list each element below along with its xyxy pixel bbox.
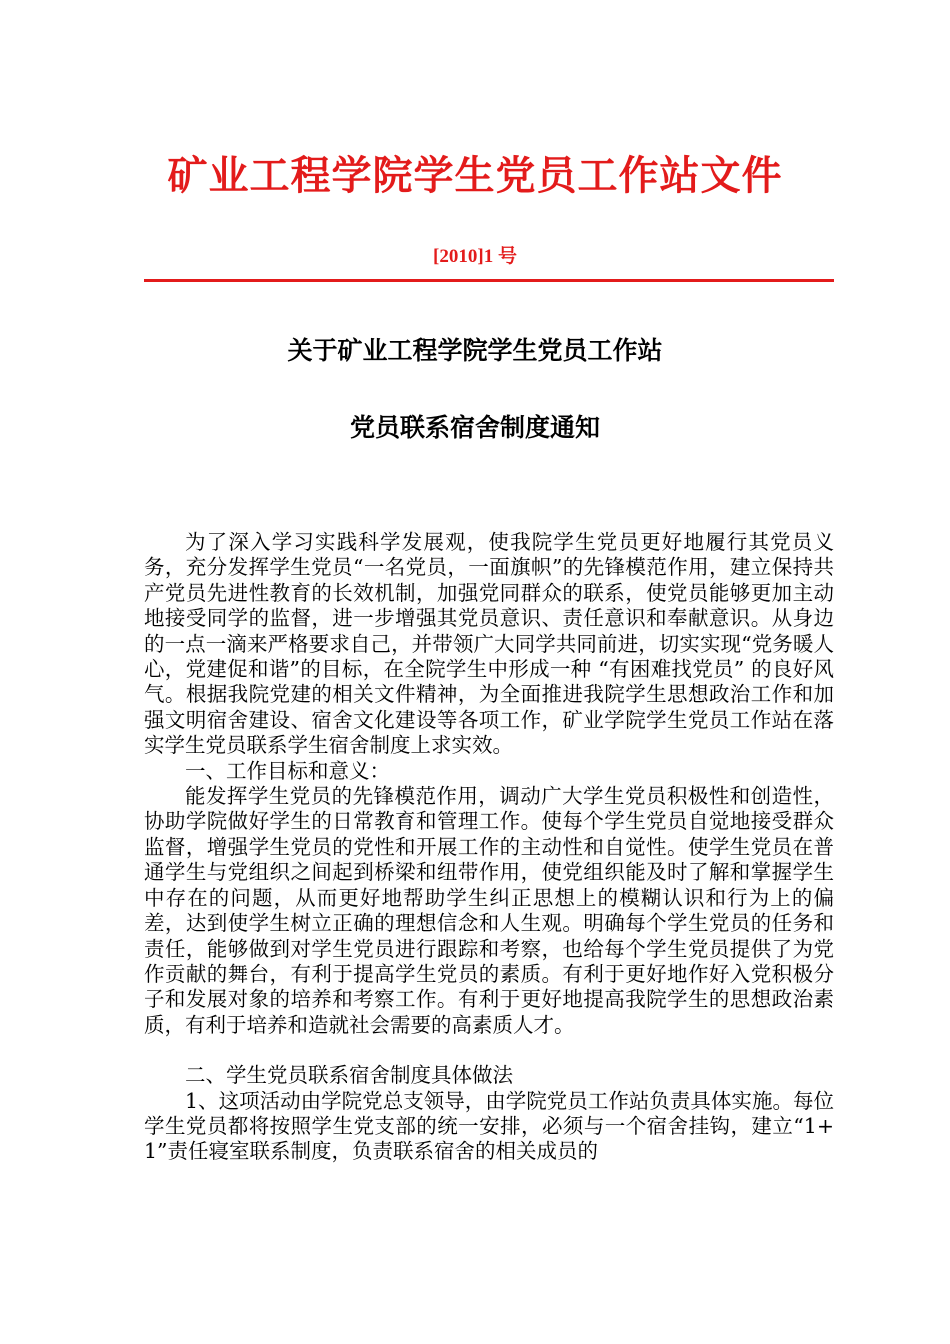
section-1-paragraph: 能发挥学生党员的先锋模范作用，调动广大学生党员积极性和创造性，协助学院做好学生的日常教育和管理工作。使每个学生党员自觉地接受群众监督，增强学生党员的党性和开展工作的主动性和自觉性。使学生党员在普通学生与党组织之间起到桥梁和纽带作用，使党组织能及时了解和掌握学生中存在的问题，从而更好地帮助学生纠正思想上的模糊认识和行为上的偏差，达到使学生树立正确的理想信念和人生观。明确每个学生党员的任务和责任，能够做到对学生党员进行跟踪和考察，也给每个学生党员提供了为党作贡献的舞台，有利于提高学生党员的素质。有利于更好地作好入党积极分子和发展对象的培养和考察工作。有利于更好地提高我院学生的思想政治素质，有利于培养和造就社会需要的高素质人才。 [144,784,834,1037]
notice-title-line-1: 关于矿业工程学院学生党员工作站 [287,336,663,365]
document-number: [2010]1 号 [433,246,517,267]
red-divider-line [144,279,834,282]
section-2-item-1: 1、这项活动由学院党总支领导，由学院党员工作站负责具体实施。每位学生党员都将按照学生党支部的统一安排，必须与一个宿舍挂钩，建立“1+1”责任寝室联系制度，负责联系宿舍的相关成员的 [144,1088,834,1164]
intro-paragraph: 为了深入学习实践科学发展观，使我院学生党员更好地履行其党员义务，充分发挥学生党员“一名党员，一面旗帜”的先锋模范作用，建立保持共产党员先进性教育的长效机制，加强党同群众的联系，使党员能够更加主动地接受同学的监督，进一步增强其党员意识、责任意识和奉献意识。从身边的一点一滴来严格要求自己，并带领广大同学共同前进，切实实现“党务暖人心，党建促和谐”的目标，在全院学生中形成一种 “有困难找党员” 的良好风气。根据我院党建的相关文件精神，为全面推进我院学生思想政治工作和加强文明宿舍建设、宿舍文化建设等各项工作，矿业学院学生党员工作站在落实学生党员联系学生宿舍制度上求实效。 [144,530,834,758]
section-2-heading: 二、学生党员联系宿舍制度具体做法 [185,1063,513,1088]
section-1-heading: 一、工作目标和意义： [185,758,390,783]
document-header-title: 矿业工程学院学生党员工作站文件 [167,153,783,199]
notice-title-line-2: 党员联系宿舍制度通知 [349,413,600,442]
document-body [144,530,834,1165]
